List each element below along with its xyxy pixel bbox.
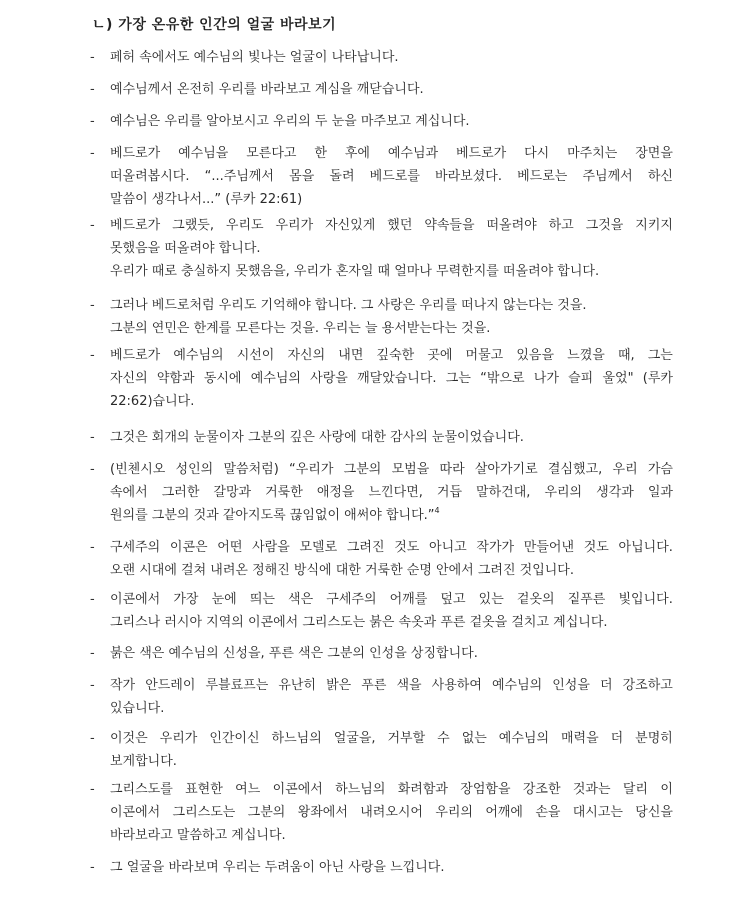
text-line: 자신의 약함과 동시에 예수님의 사랑을 깨달았습니다. 그는 “밖으로 나가 슬피 울었" (루카 [110, 371, 673, 386]
bullet-dash: - [90, 731, 95, 746]
text-line: 우리가 때로 충실하지 못했음을, 우리가 혼자일 때 얼마나 무력한지를 떠올려야 합니다. [110, 264, 600, 279]
list-item-text [110, 344, 673, 413]
list-item-text [110, 294, 673, 340]
text-line: 22:62)습니다. [110, 394, 195, 409]
text-line: 이것은 우리가 인간이신 하느님의 얼굴을, 거부할 수 없는 예수님의 매력을 더 분명히 [110, 731, 673, 746]
text-line: 오랜 시대에 걸쳐 내려온 정해진 방식에 대한 거룩한 순명 안에서 그려진 것입니다. [110, 563, 575, 578]
section-heading: ㄴ) 가장 온유한 인간의 얼굴 바라보기 [92, 17, 337, 33]
text-line: 예수님은 우리를 알아보시고 우리의 두 눈을 마주보고 계십니다. [110, 114, 470, 129]
bullet-dash: - [90, 646, 95, 661]
text-line: 이콘에서 그리스도는 그분의 왕좌에서 내려오시어 우리의 어깨에 손을 대시고는 당신을 [110, 805, 673, 820]
list-item-text [110, 110, 673, 133]
bullet-dash: - [90, 860, 95, 875]
list-item-text [110, 674, 673, 720]
bullet-dash: - [90, 678, 95, 693]
text-line: 예수님께서 온전히 우리를 바라보고 계심을 깨닫습니다. [110, 82, 424, 97]
list-item-text [110, 78, 673, 101]
bullet-dash: - [90, 462, 95, 477]
list-item-text [110, 458, 673, 527]
text-line: 떠올려봅시다. “...주님께서 몸을 돌려 베드로를 바라보셨다. 베드로는 주님께서 하신 [110, 169, 673, 184]
text-line: 보게합니다. [110, 754, 177, 769]
bullet-dash: - [90, 348, 95, 363]
text-line: (빈첸시오 성인의 말씀처럼) “우리가 그분의 모범을 따라 살아가기로 결심했고, 우리 가슴 [110, 462, 673, 477]
list-item-text [110, 536, 673, 582]
list-item-text [110, 642, 673, 665]
bullet-dash: - [90, 540, 95, 555]
bullet-dash: - [90, 146, 95, 161]
text-line: 바라보라고 말씀하고 계십니다. [110, 828, 286, 843]
text-line: 베드로가 예수님의 시선이 자신의 내면 깊숙한 곳에 머물고 있음을 느꼈을 때, 그는 [110, 348, 673, 363]
text-line: 있습니다. [110, 701, 165, 716]
text-line: 페허 속에서도 예수님의 빛나는 얼굴이 나타납니다. [110, 50, 399, 65]
bullet-dash: - [90, 50, 95, 65]
list-item-text [110, 46, 673, 69]
text-line: 속에서 그러한 갈망과 거룩한 애정을 느낀다면, 거듭 말하건대, 우리의 생각과 일과 [110, 485, 673, 500]
text-line: 그리스나 러시아 지역의 이콘에서 그리스도는 붉은 속옷과 푸른 겉옷을 걸치고 계십니다. [110, 615, 608, 630]
text-line: 베드로가 예수님을 모른다고 한 후에 예수님과 베드로가 다시 마주치는 장면을 [110, 146, 673, 161]
list-item-text [110, 588, 673, 634]
text-line: 그분의 연민은 한계를 모른다는 것을. 우리는 늘 용서받는다는 것을. [110, 321, 491, 336]
list-item-text [110, 214, 673, 283]
list-item-text [110, 778, 673, 847]
text-line: 그러나 베드로처럼 우리도 기억해야 합니다. 그 사랑은 우리를 떠나지 않는다는 것을. [110, 298, 587, 313]
bullet-dash: - [90, 218, 95, 233]
bullet-dash: - [90, 592, 95, 607]
text-line: 작가 안드레이 루블료프는 유난히 밝은 푸른 색을 사용하여 예수님의 인성을 더 강조하고 [110, 678, 673, 693]
bullet-dash: - [90, 430, 95, 445]
text-line: 붉은 색은 예수님의 신성을, 푸른 색은 그분의 인성을 상징합니다. [110, 646, 478, 661]
text-line: 못했음을 떠올려야 합니다. [110, 241, 261, 256]
list-item-text [110, 426, 673, 449]
text-line: 그 얼굴을 바라보며 우리는 두려움이 아닌 사랑을 느낍니다. [110, 860, 445, 875]
footnote-marker: 4 [434, 506, 440, 515]
text-line: 베드로가 그랬듯, 우리도 우리가 자신있게 했던 약속들을 떠올려야 하고 그것을 지키지 [110, 218, 673, 233]
list-item-text [110, 142, 673, 211]
list-item-text [110, 856, 673, 879]
list-item-text [110, 727, 673, 773]
text-line: 이콘에서 가장 눈에 띄는 색은 구세주의 어깨를 덮고 있는 겉옷의 짙푸른 빛입니다. [110, 592, 673, 607]
text-line: 구세주의 이콘은 어떤 사람을 모델로 그려진 것도 아니고 작가가 만들어낸 것도 아닙니다. [110, 540, 673, 555]
text-line: 말씀이 생각나서...” (루카 22:61) [110, 192, 303, 207]
bullet-dash: - [90, 114, 95, 129]
bullet-dash: - [90, 298, 95, 313]
text-line: 원의를 그분의 것과 같아지도록 끊임없이 애써야 합니다.”$^4$ [110, 506, 440, 523]
bullet-dash: - [90, 782, 95, 797]
text-line: 그것은 회개의 눈물이자 그분의 깊은 사랑에 대한 감사의 눈물이었습니다. [110, 430, 524, 445]
text-line: 그리스도를 표현한 여느 이콘에서 하느님의 화려함과 장엄함을 강조한 것과는 달리 이 [110, 782, 673, 797]
bullet-dash: - [90, 82, 95, 97]
